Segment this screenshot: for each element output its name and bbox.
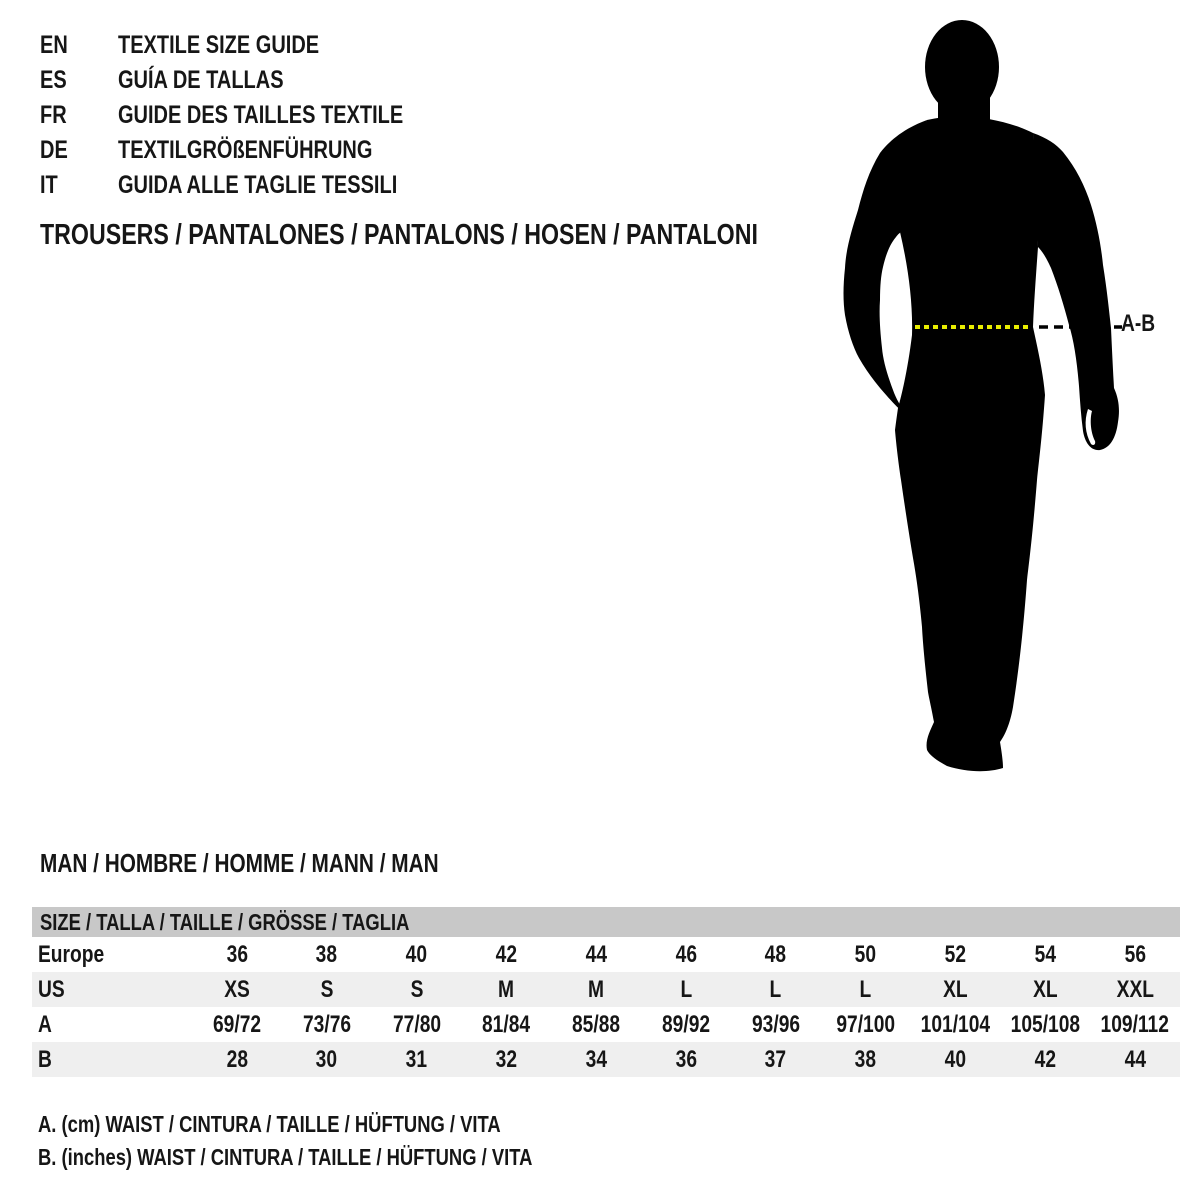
table-cell: 37 <box>765 1045 787 1073</box>
table-cell: XXL <box>1116 975 1154 1003</box>
table-cell: 36 <box>226 940 248 968</box>
torso-legs-shape <box>895 116 1045 771</box>
table-cell: 34 <box>585 1045 607 1073</box>
language-code: IT <box>40 171 58 199</box>
table-cell: XL <box>943 975 968 1003</box>
table-cell: 48 <box>765 940 787 968</box>
table-cell: 97/100 <box>836 1010 895 1038</box>
size-table <box>32 907 1180 1077</box>
note-b-text: B. (inches) WAIST / CINTURA / TAILLE / HÜFTUNG / VITA <box>38 1144 533 1170</box>
table-cell: S <box>410 975 423 1003</box>
table-cell: 54 <box>1034 940 1056 968</box>
table-cell: 42 <box>495 940 518 968</box>
ab-measure-label-text: A-B <box>1121 310 1156 337</box>
table-cell: 52 <box>944 940 967 968</box>
table-cell: 73/76 <box>302 1010 351 1038</box>
table-cell: 40 <box>405 940 428 968</box>
table-cell: XS <box>224 975 250 1003</box>
language-row <box>40 133 475 168</box>
table-cell: 93/96 <box>751 1010 800 1038</box>
section-title-text: MAN / HOMBRE / HOMME / MANN / MAN <box>40 848 439 878</box>
table-header <box>32 907 1180 937</box>
language-code: DE <box>40 136 68 164</box>
table-cell: 56 <box>1124 940 1146 968</box>
table-cell: 44 <box>1124 1045 1146 1073</box>
language-row <box>40 168 475 203</box>
section-title <box>40 848 538 878</box>
table-header-text: SIZE / TALLA / TAILLE / GRÖSSE / TAGLIA <box>40 908 410 935</box>
table-row <box>32 1042 1180 1077</box>
table-row <box>32 1007 1180 1042</box>
man-silhouette <box>844 20 1119 771</box>
table-cell: 42 <box>1034 1045 1056 1073</box>
language-code: FR <box>40 101 67 129</box>
table-cell: 85/88 <box>572 1010 621 1038</box>
table-cell: 69/72 <box>212 1010 261 1038</box>
language-guide <box>40 28 475 203</box>
ab-measure-label <box>1121 311 1164 337</box>
language-code: EN <box>40 31 68 59</box>
table-cell: 44 <box>585 940 607 968</box>
right-arm-shape <box>1033 133 1119 450</box>
table-cell: 89/92 <box>661 1010 711 1038</box>
table-cell: 28 <box>226 1045 248 1073</box>
category-title <box>40 219 937 251</box>
table-cell: M <box>498 975 515 1003</box>
language-title: GUIDE DES TAILLES TEXTILE <box>118 101 404 129</box>
language-title: GUIDA ALLE TAGLIE TESSILI <box>118 171 398 199</box>
table-cell: 105/108 <box>1010 1010 1080 1038</box>
table-cell: M <box>588 975 605 1003</box>
table-cell: L <box>680 975 692 1003</box>
table-cell: 50 <box>854 940 877 968</box>
table-cell: 46 <box>675 940 697 968</box>
row-label: A <box>38 1010 52 1038</box>
table-cell: 31 <box>405 1045 428 1073</box>
table-cell: L <box>769 975 782 1003</box>
language-row <box>40 98 475 133</box>
note-a-text: A. (cm) WAIST / CINTURA / TAILLE / HÜFTUNG / VITA <box>38 1111 501 1137</box>
table-cell: S <box>320 975 334 1003</box>
language-row <box>40 63 475 98</box>
table-row <box>32 937 1180 972</box>
table-cell: 38 <box>854 1045 877 1073</box>
language-title: TEXTILGRÖßENFÜHRUNG <box>118 136 373 164</box>
note-line-b <box>38 1143 656 1171</box>
language-code: ES <box>40 66 67 94</box>
category-title-text: TROUSERS / PANTALONES / PANTALONS / HOSEN / PANTALONI <box>40 219 758 251</box>
table-cell: 36 <box>675 1045 697 1073</box>
table-cell: 77/80 <box>392 1010 441 1038</box>
table-cell: 38 <box>316 940 338 968</box>
row-label: B <box>38 1045 52 1073</box>
table-cell: 101/104 <box>920 1010 991 1038</box>
table-cell: 109/112 <box>1100 1010 1170 1038</box>
language-title: GUÍA DE TALLAS <box>118 66 284 94</box>
table-cell: 30 <box>316 1045 338 1073</box>
man-silhouette-figure <box>835 10 1125 780</box>
table-cell: XL <box>1032 975 1058 1003</box>
table-cell: 32 <box>495 1045 518 1073</box>
table-body <box>32 937 1180 1077</box>
table-cell: L <box>859 975 872 1003</box>
language-title: TEXTILE SIZE GUIDE <box>118 31 320 59</box>
row-label: US <box>38 975 65 1003</box>
note-line-a <box>38 1110 616 1138</box>
table-cell: 40 <box>944 1045 967 1073</box>
table-cell: 81/84 <box>482 1010 531 1038</box>
table-row <box>32 972 1180 1007</box>
row-label: Europe <box>38 940 105 968</box>
language-row <box>40 28 475 63</box>
